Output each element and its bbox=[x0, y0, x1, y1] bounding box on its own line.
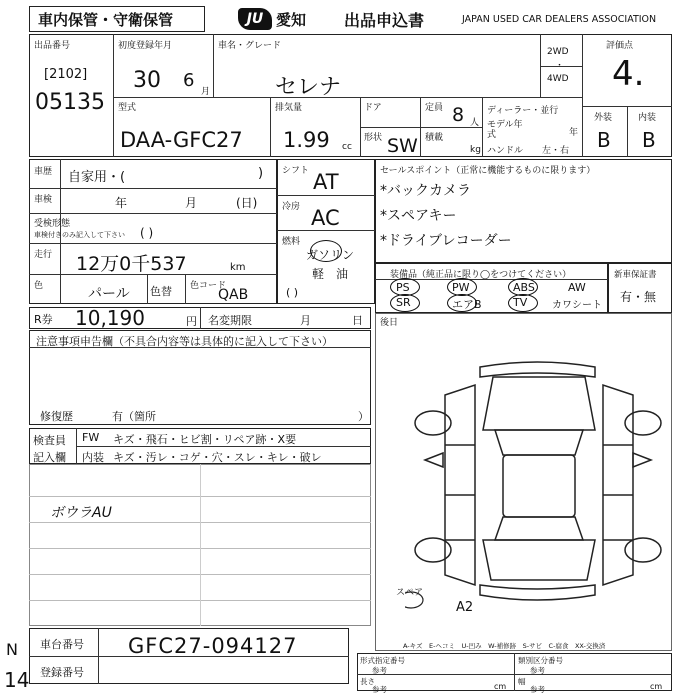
registration-month-unit: 月 bbox=[201, 87, 211, 97]
ju-logo-text: JU bbox=[246, 11, 264, 27]
handle-label: ハンドル bbox=[487, 146, 524, 156]
history-close: ) bbox=[258, 166, 264, 181]
shift-label: シフト bbox=[282, 166, 310, 176]
grade-exterior-label: 外装 bbox=[594, 113, 613, 123]
color-code-label: 色コード bbox=[190, 281, 227, 291]
lot-label: 出品番号 bbox=[34, 41, 71, 51]
equip-sr: SR bbox=[396, 296, 411, 309]
handwritten-note: ボウラAU bbox=[50, 505, 112, 521]
repair-close: ） bbox=[358, 410, 369, 423]
drive-4wd: 4WD bbox=[547, 74, 569, 84]
type-designation-label: 形式指定番号 bbox=[360, 656, 405, 665]
equip-abs: ABS bbox=[513, 281, 535, 294]
model-code-value: DAA-GFC27 bbox=[120, 128, 243, 152]
model-year-unit: 年 bbox=[569, 128, 579, 138]
mileage-unit: km bbox=[230, 262, 246, 273]
mileage-label: 走行 bbox=[34, 250, 53, 260]
warranty-options: 有・無 bbox=[620, 290, 657, 304]
equip-ps: PS bbox=[396, 281, 410, 294]
load-unit: kg bbox=[470, 145, 481, 155]
side-mark-14: 14 bbox=[4, 668, 30, 692]
reception-label: 受検形態 bbox=[34, 219, 71, 229]
inspector-row1-text: キズ・飛石・ヒビ割・リペア跡・X要 bbox=[113, 433, 297, 446]
ju-logo bbox=[238, 8, 272, 30]
displacement-label: 排気量 bbox=[275, 103, 303, 113]
fuel-gasoline-circle bbox=[310, 240, 342, 262]
equip-tv: TV bbox=[513, 296, 528, 309]
grade-exterior-value: B bbox=[597, 128, 611, 152]
form-title: 出品申込書 bbox=[344, 11, 425, 30]
side-mark-n: N bbox=[6, 640, 18, 659]
inspection-day: (日) bbox=[236, 196, 258, 210]
handle-options: 左・右 bbox=[542, 146, 570, 156]
equip-sr-circle bbox=[390, 294, 420, 312]
chassis-value: GFC27-094127 bbox=[128, 634, 298, 658]
car-diagram bbox=[405, 355, 670, 620]
model-name-label: 車名・グレード bbox=[218, 41, 282, 51]
recycle-label: R券 bbox=[34, 313, 53, 326]
later-label: 後日 bbox=[380, 318, 399, 328]
repair-label: 修復歴 bbox=[40, 410, 73, 423]
grade-interior-label: 内装 bbox=[638, 113, 657, 123]
selling-point-1: *バックカメラ bbox=[380, 183, 471, 199]
name-change-day: 日 bbox=[352, 314, 363, 327]
color-value: パール bbox=[88, 286, 130, 302]
capacity-label: 定員 bbox=[425, 103, 444, 113]
repair-value: 有（箇所 bbox=[112, 410, 156, 423]
doors-label: ドア bbox=[364, 103, 382, 113]
mileage-value: 12万0千537 bbox=[76, 253, 187, 275]
color-code-value: QAB bbox=[218, 287, 249, 303]
inspection-year: 年 bbox=[115, 196, 128, 210]
recycle-value: 10,190 bbox=[75, 306, 145, 330]
spare-label: スペア bbox=[396, 588, 424, 598]
type-designation-ref: 参考 bbox=[372, 666, 387, 675]
selling-point-2: *スペアキー bbox=[380, 208, 457, 224]
org-name: 愛知 bbox=[276, 11, 307, 29]
model-name-value: セレナ bbox=[275, 75, 342, 100]
damage-legend: A-キズ E-ヘコミ U-凹み W-補修跡 S-サビ C-腐食 XX-交換済 bbox=[403, 642, 606, 650]
inspection-label: 車検 bbox=[34, 195, 53, 205]
equip-seat: カワシート bbox=[552, 300, 602, 311]
displacement-unit: cc bbox=[342, 142, 352, 152]
equip-aw: AW bbox=[568, 281, 586, 294]
registration-year: 30 bbox=[133, 68, 161, 93]
history-value: 自家用・( bbox=[68, 170, 126, 185]
equip-airb: エアB bbox=[452, 298, 482, 311]
width-ref: 参考 bbox=[530, 685, 545, 694]
history-label: 車歴 bbox=[34, 167, 53, 177]
reception-note: 車検付きのみ記入して下さい bbox=[34, 231, 125, 239]
shift-value: AT bbox=[313, 170, 339, 194]
color-label: 色 bbox=[34, 281, 44, 291]
shape-label: 形状 bbox=[364, 133, 383, 143]
class-label: 類別区分番号 bbox=[518, 656, 563, 665]
registration-month: 6 bbox=[183, 70, 195, 91]
capacity-value: 8 bbox=[452, 104, 465, 126]
inspection-month: 月 bbox=[185, 196, 198, 210]
damage-mark-a2: A2 bbox=[456, 600, 474, 615]
drive-sep: ・ bbox=[555, 61, 565, 71]
selling-point-3: *ドライブレコーダー bbox=[380, 233, 512, 249]
chassis-label: 車台番号 bbox=[40, 638, 84, 651]
reg-number-label: 登録番号 bbox=[40, 666, 84, 679]
load-label: 積載 bbox=[425, 133, 444, 143]
inspector-row1-tag: FW bbox=[82, 431, 100, 444]
inspector-row2-tag: 内装 bbox=[82, 451, 104, 464]
fuel-paren: ( ) bbox=[286, 286, 299, 299]
grade-interior-value: B bbox=[642, 128, 656, 152]
fuel-gasoline: ガソリン bbox=[306, 248, 355, 262]
fuel-diesel: 軽 油 bbox=[312, 267, 349, 281]
width-label: 幅 bbox=[518, 677, 526, 686]
equip-tv-circle bbox=[508, 294, 538, 312]
equip-pw: PW bbox=[452, 281, 470, 294]
shape-value: SW bbox=[387, 135, 418, 157]
name-change-month: 月 bbox=[300, 314, 311, 327]
drive-2wd: 2WD bbox=[547, 47, 569, 57]
equip-airb-circle bbox=[447, 294, 477, 312]
dealer-label: ディーラー・並行 bbox=[487, 106, 559, 116]
selling-points-label: セールスポイント（正常に機能するものに限ります） bbox=[380, 166, 596, 176]
name-change-label: 名変期限 bbox=[208, 314, 252, 327]
color-change-label: 色替 bbox=[150, 285, 172, 298]
grade-value: 4. bbox=[612, 54, 645, 94]
fuel-label: 燃料 bbox=[282, 237, 301, 247]
ac-value: AC bbox=[311, 206, 340, 230]
notes-label: 注意事項申告欄（不具合内容等は具体的に記入して下さい） bbox=[36, 335, 333, 348]
ac-label: 冷房 bbox=[282, 202, 301, 212]
lot-number: 05135 bbox=[35, 90, 105, 115]
model-year-label: モデル年式 bbox=[487, 120, 523, 140]
lot-code: [2102] bbox=[44, 67, 88, 82]
registration-label: 初度登録年月 bbox=[118, 41, 173, 51]
class-ref: 参考 bbox=[530, 666, 545, 675]
inspector-label-1: 検査員 bbox=[33, 434, 66, 447]
recycle-unit: 円 bbox=[186, 315, 197, 328]
equipment-label: 装備品（純正品に限り◯をつけてください） bbox=[390, 270, 572, 280]
inspector-row2-text: キズ・汚レ・コゲ・穴・スレ・キレ・破レ bbox=[113, 451, 322, 464]
inspector-label-2: 記入欄 bbox=[33, 451, 66, 464]
reception-paren: ( ) bbox=[140, 226, 154, 240]
form-title-en: JAPAN USED CAR DEALERS ASSOCIATION bbox=[462, 14, 657, 25]
model-code-label: 型式 bbox=[118, 103, 137, 113]
width-unit: cm bbox=[650, 682, 663, 691]
length-label: 長さ bbox=[360, 677, 375, 686]
length-ref: 参考 bbox=[372, 685, 387, 694]
warranty-label: 新車保証書 bbox=[614, 270, 657, 280]
capacity-unit: 人 bbox=[470, 118, 480, 128]
length-unit: cm bbox=[494, 682, 507, 691]
storage-label: 車内保管・守衛保管 bbox=[38, 11, 174, 29]
displacement-value: 1.99 bbox=[283, 128, 330, 152]
grade-label: 評価点 bbox=[606, 41, 634, 51]
